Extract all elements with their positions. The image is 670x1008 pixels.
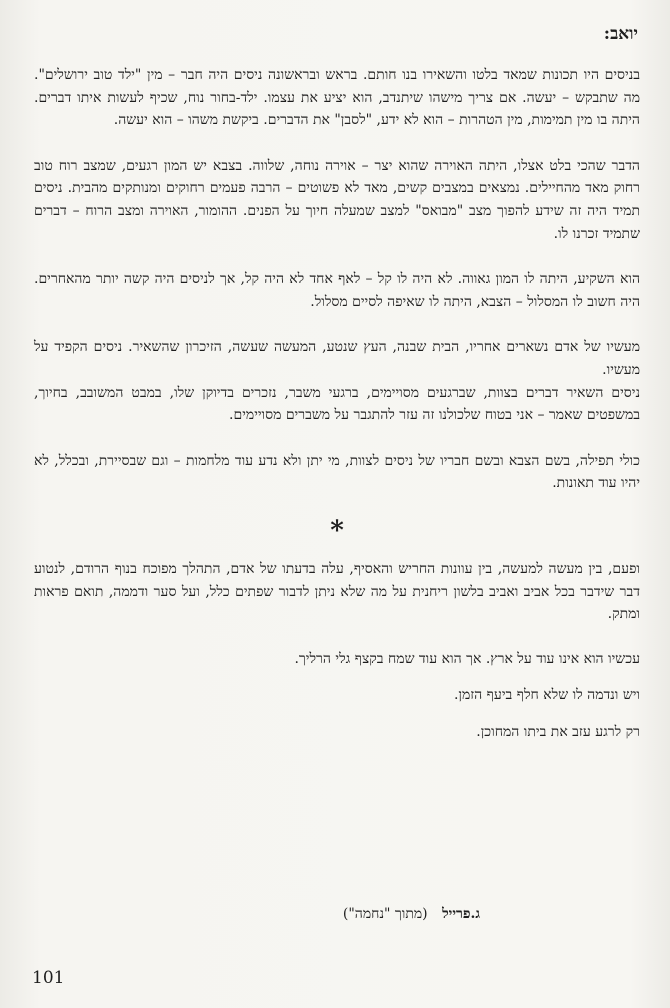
paragraph-5: ניסים השאיר דברים בצוות, שברגעים מסויימים, ברגעי משבר, נזכרים בדיוקן שלו, במבט המשובב, בחיוך, במשפטים שאמר – אני בטוח שלכולנו זה עזר להתגבר על משברים מסויימים.: [34, 384, 640, 424]
poem-line-2: ויש ונדמה לו שלא חלף ביעף הזמן.: [453, 687, 640, 704]
poem-block: [34, 558, 640, 744]
poem-stanza: ופעם, בין מעשה למעשה, בין עוונות החריש והאסיף, עלה בדעתו של אדם, התהלך מפוכח בנוף הרודם, לנטוע דבר שידבר בכל אביב ואביב בלשון ריחנית על מה שלא ניתן לדבור שפתים כלל, ועל סער ודממה, תואם פראות ומתק.: [34, 560, 640, 623]
page-number: 101: [32, 968, 65, 988]
poem-line-3: רק לרגע עזב את ביתו המחוכן.: [476, 723, 640, 740]
poem-line-1: עכשיו הוא אינו עוד על ארץ. אך הוא עוד שמח בקצף גלי הרליך.: [294, 650, 640, 667]
paragraph-2: הדבר שהכי בלט אצלו, היתה האוירה שהוא יצר – אוירה נוחה, שלווה. בצבא יש המון רגעים, שמצב רוח טוב רחוק מאד מהחיילים. נמצאים במצבים קשים, מאד לא פשוטים – הרבה פעמים רחוקים ומנותקים מהבית. ניסים תמיד היה זה שידע להפוך מצב "מבואס" למצב שמעלה חיוך על הפנים. ההומור, האוירה ומצב הרוח – דברים שתמיד זכרנו לו.: [34, 157, 640, 242]
paragraph-6: כולי תפילה, בשם הצבא ובשם חבריו של ניסים לצוות, מי יתן ולא נדע עוד מלחמות – וגם שבסיירת, ובכלל, לא יהיו עוד תאונות.: [34, 452, 640, 492]
signature-source: (מתוך "נחמה"): [342, 906, 428, 922]
speaker-heading: יואב:: [603, 24, 638, 44]
poem-signature: [343, 906, 480, 923]
paragraph-1: בניסים היו תכונות שמאד בלטו והשאירו בנו חותם. בראש ובראשונה ניסים היה חבר – מין "ילד טוב ירושלים". מה שתבקש – יעשה. אם צריך מישהו שיתנדב, הוא יציע את עצמו. ילד-בחור נוח, שכיף לעשות איתו דברים. היתה בו מין תמימות, מין הטהרות – הוא לא ידע, "לסבן" את הדברים. ביקשת משהו – הוא יעשה.: [34, 67, 640, 129]
paragraph-4: מעשיו של אדם נשארים אחריו, הבית שבנה, העץ שנטע, המעשה שעשה, הזיכרון שהשאיר. ניסים הקפיד על מעשיו.: [34, 339, 640, 378]
signature-author: ג.פרייל: [442, 906, 480, 922]
document-body: [34, 64, 640, 757]
section-separator: *: [330, 515, 344, 546]
paragraph-3: הוא השקיע, היתה לו המון גאווה. לא היה לו קל – לאף אחד לא היה קל, אך לניסים היה קשה יותר מהאחרים. היה חשוב לו המסלול – הצבא, היתה לו שאיפה לסיים מסלול.: [34, 271, 640, 310]
